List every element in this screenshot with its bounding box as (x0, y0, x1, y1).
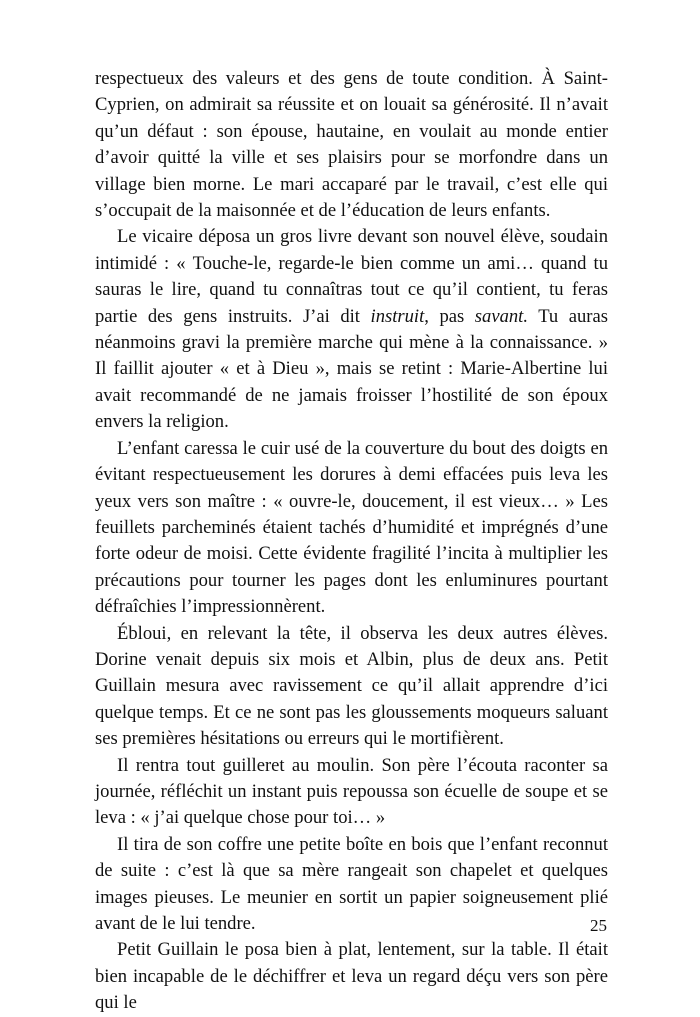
paragraph-1 (95, 66, 608, 224)
paragraph-6-text: Il tira de son coffre une petite boîte en bois que l’enfant reconnut de suite : c’est là que sa mère rangeait son chapelet et quelques images pieuses. Le meunier en sortit un papier soigneusement plié avant de le lui tendre. (95, 833, 608, 934)
paragraph-2-italic-savant: savant. (474, 305, 528, 327)
paragraph-5-text: Il rentra tout guilleret au moulin. Son père l’écouta raconter sa journée, réfléchit un instant puis repoussa son écuelle de soupe et se leva : « j’ai quelque chose pour toi… » (95, 754, 608, 829)
paragraph-6 (95, 832, 608, 938)
paragraph-7 (95, 937, 608, 1016)
body-text (95, 66, 608, 1017)
paragraph-2-text-a: Le vicaire déposa un gros livre devant son nouvel élève, soudain intimidé : « Touche-le, regarde-le bien comme un ami… quand tu sauras le lire, quand tu connaîtras tout ce qu’il contient, tu feras partie des gens instruits. J’ai dit (95, 226, 608, 327)
paragraph-5 (95, 753, 608, 832)
page-number: 25 (590, 916, 607, 935)
paragraph-2-italic-instruit: instruit (370, 305, 425, 327)
paragraph-3-text: L’enfant caressa le cuir usé de la couverture du bout des doigts en évitant respectueusement les dorures à demi effacées puis leva les yeux vers son maître : « ouvre-le, doucement, il est vieux… » Les feuillets parcheminés étaient tachés d’humidité et imprégnés d’une forte odeur de moisi. Cette évidente fragilité l’incita à multiplier les précautions pour tourner les pages dont les enluminures pourtant défraîchies l’impressionnèrent. (95, 437, 608, 618)
paragraph-4-text: Ébloui, en relevant la tête, il observa les deux autres élèves. Dorine venait depuis six mois et Albin, plus de deux ans. Petit Guillain mesura avec ravissement ce qu’il allait apprendre d’ici quelque temps. Et ce ne sont pas les gloussements moqueurs saluant ses premières hésitations ou erreurs qui le mortifièrent. (95, 622, 608, 750)
paragraph-7-text: Petit Guillain le posa bien à plat, lentement, sur la table. Il était bien incapable de le déchiffrer et leva un regard déçu vers son père qui le (95, 939, 608, 1014)
paragraph-4 (95, 621, 608, 753)
paragraph-2 (95, 224, 608, 435)
paragraph-2-text-c: Tu auras néanmoins gravi la première marche qui mène à la connaissance. » Il faillit ajouter « et à Dieu », mais se retint : Marie-Albertine lui avait recommandé de ne jamais froisser l’hostilité de son époux envers la religion. (95, 305, 608, 433)
paragraph-1-text: respectueux des valeurs et des gens de toute condition. À Saint-Cyprien, on admirait sa réussite et on louait sa générosité. Il n’avait qu’un défaut : son épouse, hautaine, en voulait au monde entier d’avoir quitté la ville et ses plaisirs pour se morfondre dans un village bien morne. Le mari accaparé par le travail, c’est elle qui s’occupait de la maisonnée et de l’éducation de leurs enfants. (95, 68, 608, 222)
paragraph-3 (95, 436, 608, 621)
paragraph-2-text-b: , pas (424, 305, 475, 327)
